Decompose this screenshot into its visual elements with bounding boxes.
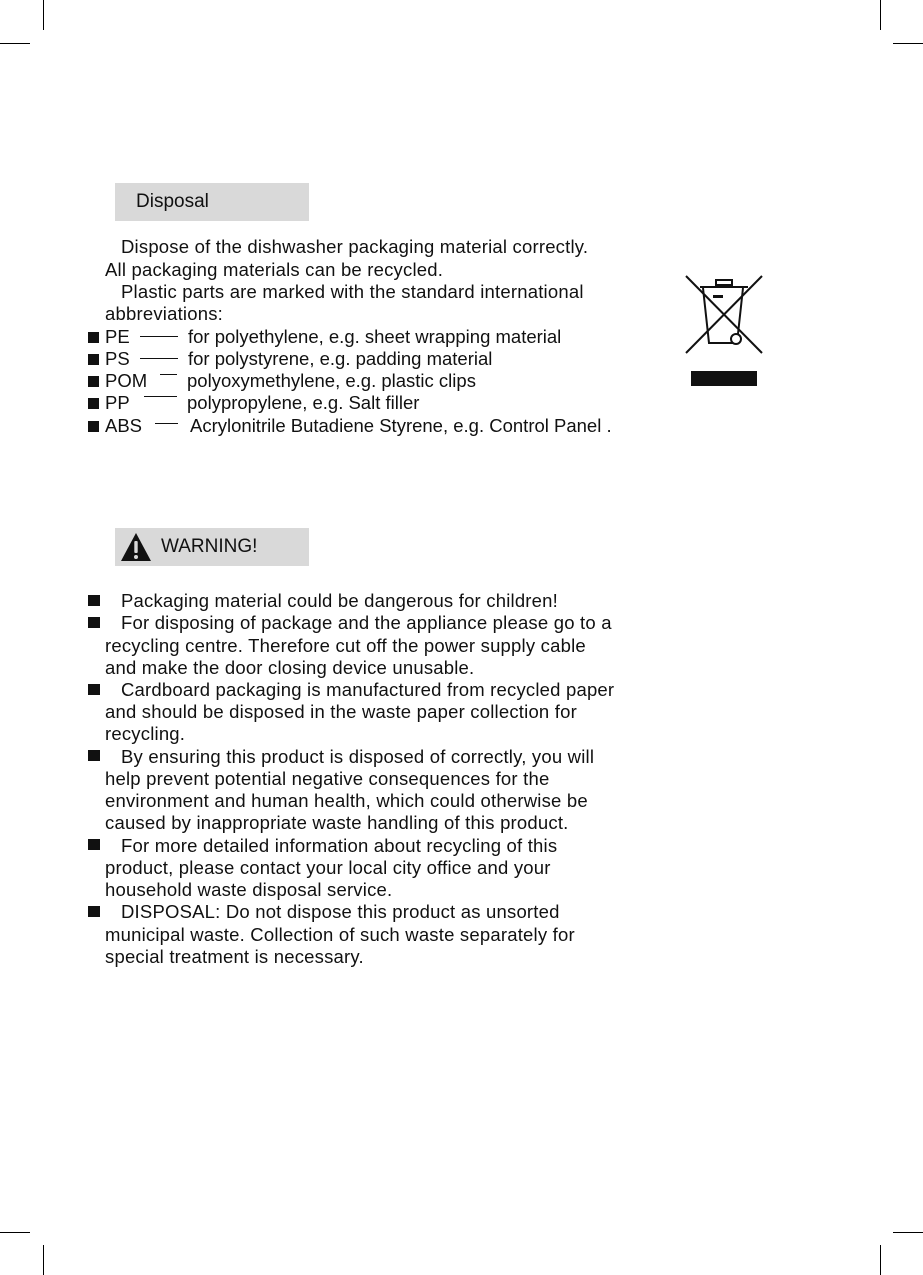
abbreviation-description: Acrylonitrile Butadiene Styrene, e.g. Control Panel . (190, 415, 612, 436)
disposal-text-line: All packaging materials can be recycled. (105, 259, 444, 280)
disposal-heading: Disposal (136, 191, 209, 212)
abbreviation-code: ABS (105, 415, 143, 436)
crop-mark (880, 0, 881, 30)
warning-text-line: For disposing of package and the appliance please go to a (121, 612, 612, 633)
warning-text-line: special treatment is necessary. (105, 946, 364, 967)
abbreviation-row (88, 392, 648, 414)
bullet-square (88, 421, 99, 432)
abbreviation-row (88, 415, 708, 437)
disposal-text-line: Dispose of the dishwasher packaging material correctly. (121, 236, 589, 257)
warning-text-line: and make the door closing device unusable. (105, 657, 475, 678)
abbreviation-row (88, 370, 648, 392)
warning-text-line: For more detailed information about recycling of this (121, 835, 558, 856)
warning-text-line: DISPOSAL: Do not dispose this product as unsorted (121, 901, 560, 922)
bullet-square (88, 839, 100, 850)
bullet-square (88, 906, 100, 917)
crop-mark (0, 1232, 30, 1233)
disposal-text-line: Plastic parts are marked with the standard international (121, 281, 584, 302)
warning-text-line: By ensuring this product is disposed of correctly, you will (121, 746, 595, 767)
disposal-heading-box (115, 183, 309, 221)
crop-mark (893, 43, 923, 44)
warning-text-line: recycling centre. Therefore cut off the power supply cable (105, 635, 586, 656)
abbreviation-description: polyoxymethylene, e.g. plastic clips (187, 370, 476, 391)
dash-line (144, 396, 177, 397)
disposal-text-line: abbreviations: (105, 303, 223, 324)
crop-mark (893, 1232, 923, 1233)
warning-triangle-icon (120, 532, 152, 562)
warning-text-line: Cardboard packaging is manufactured from recycled paper (121, 679, 615, 700)
bullet-square (88, 750, 100, 761)
warning-text-line: caused by inappropriate waste handling of this product. (105, 812, 569, 833)
bullet-square (88, 684, 100, 695)
bullet-square (88, 595, 100, 606)
dash-line (140, 336, 178, 337)
warning-text-line: household waste disposal service. (105, 879, 393, 900)
dash-line (140, 358, 178, 359)
abbreviation-code: PS (105, 348, 130, 369)
dash-line (155, 423, 178, 424)
abbreviation-row (88, 326, 648, 348)
crop-mark (880, 1245, 881, 1275)
warning-text-line: Packaging material could be dangerous for children! (121, 590, 558, 611)
crossed-out-wheelie-bin-icon (683, 273, 765, 388)
abbreviation-description: polypropylene, e.g. Salt filler (187, 392, 420, 413)
bullet-square (88, 354, 99, 365)
abbreviation-code: PE (105, 326, 130, 347)
abbreviation-code: PP (105, 392, 130, 413)
warning-text-line: and should be disposed in the waste paper collection for (105, 701, 577, 722)
crop-mark (0, 43, 30, 44)
bullet-square (88, 332, 99, 343)
abbreviation-description: for polystyrene, e.g. padding material (188, 348, 493, 369)
warning-text-line: product, please contact your local city office and your (105, 857, 551, 878)
crop-mark (43, 1245, 44, 1275)
bullet-square (88, 398, 99, 409)
bullet-square (88, 376, 99, 387)
abbreviation-code: POM (105, 370, 148, 391)
crop-mark (43, 0, 44, 30)
warning-text-line: recycling. (105, 723, 186, 744)
abbreviation-description: for polyethylene, e.g. sheet wrapping material (188, 326, 562, 347)
dash-line (160, 374, 177, 375)
warning-heading-box (115, 528, 309, 566)
abbreviation-row (88, 348, 648, 370)
warning-text-line: help prevent potential negative consequences for the (105, 768, 550, 789)
warning-text-line: municipal waste. Collection of such waste separately for (105, 924, 575, 945)
warning-text-line: environment and human health, which could otherwise be (105, 790, 588, 811)
warning-heading: WARNING! (161, 536, 258, 557)
bullet-square (88, 617, 100, 628)
